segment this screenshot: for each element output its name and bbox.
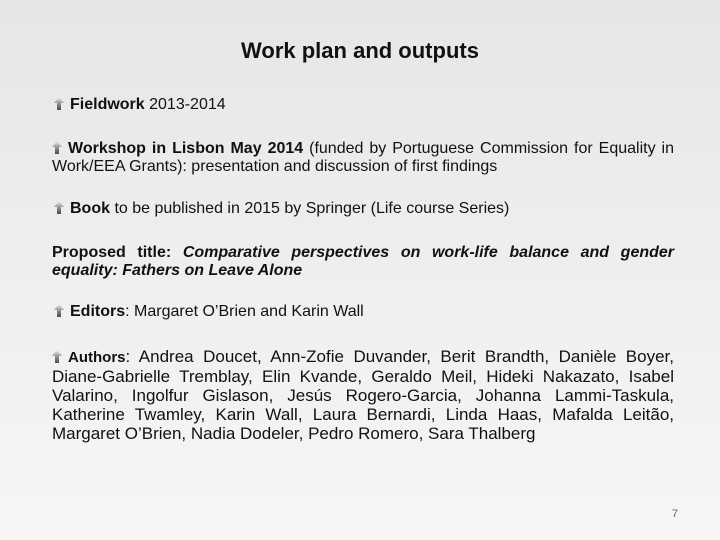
proposed-title-text: Comparative perspectives on work-life balance and gender equality: Fathers on Leave Alone [52, 244, 675, 279]
editors-label: Editors [70, 303, 126, 320]
fieldwork-label: Fieldwork [70, 96, 145, 113]
arrow-bullet-icon [52, 350, 62, 363]
authors-item [52, 347, 674, 443]
workshop-item [52, 140, 674, 176]
fieldwork-text: 2013-2014 [144, 96, 226, 113]
authors-text: : Andrea Doucet, Ann-Zofie Duvander, Berit Brandth, Danièle Boyer, Diane-Gabrielle Tremblay, Elin Kvande, Geraldo Meil, Hideki Nakazato, Isabel Valarino, Ingolfur Gislason, Jesús Rogero-Garcia, Johanna Lammi-Taskula, Katherine Twamley, Karin Wall, Laura Bernardi, Linda Haas, Mafalda Leitão, Margaret O’Brien, Nadia Dodeler, Pedro Romero, Sara Thalberg [52, 347, 674, 443]
proposed-title-label: Proposed title: [52, 244, 183, 261]
book-label: Book [70, 200, 110, 217]
arrow-bullet-icon [54, 201, 64, 214]
arrow-bullet-icon [54, 97, 64, 110]
fieldwork-item [54, 96, 676, 114]
page-number: 7 [671, 508, 678, 520]
book-item [54, 200, 676, 218]
book-text: to be published in 2015 by Springer (Life course Series) [110, 200, 510, 217]
workshop-text: (funded by Portuguese Commission for Equality in Work/EEA Grants): presentation and discussion of first findings [52, 140, 674, 175]
proposed-title-paragraph [52, 244, 674, 280]
workshop-label: Workshop in Lisbon May 2014 [68, 140, 304, 157]
editors-item [54, 303, 676, 321]
slide-title: Work plan and outputs [241, 38, 479, 63]
arrow-bullet-icon [52, 141, 62, 154]
arrow-bullet-icon [54, 304, 64, 317]
editors-text: : Margaret O’Brien and Karin Wall [125, 303, 364, 320]
authors-label: Authors [68, 349, 126, 366]
